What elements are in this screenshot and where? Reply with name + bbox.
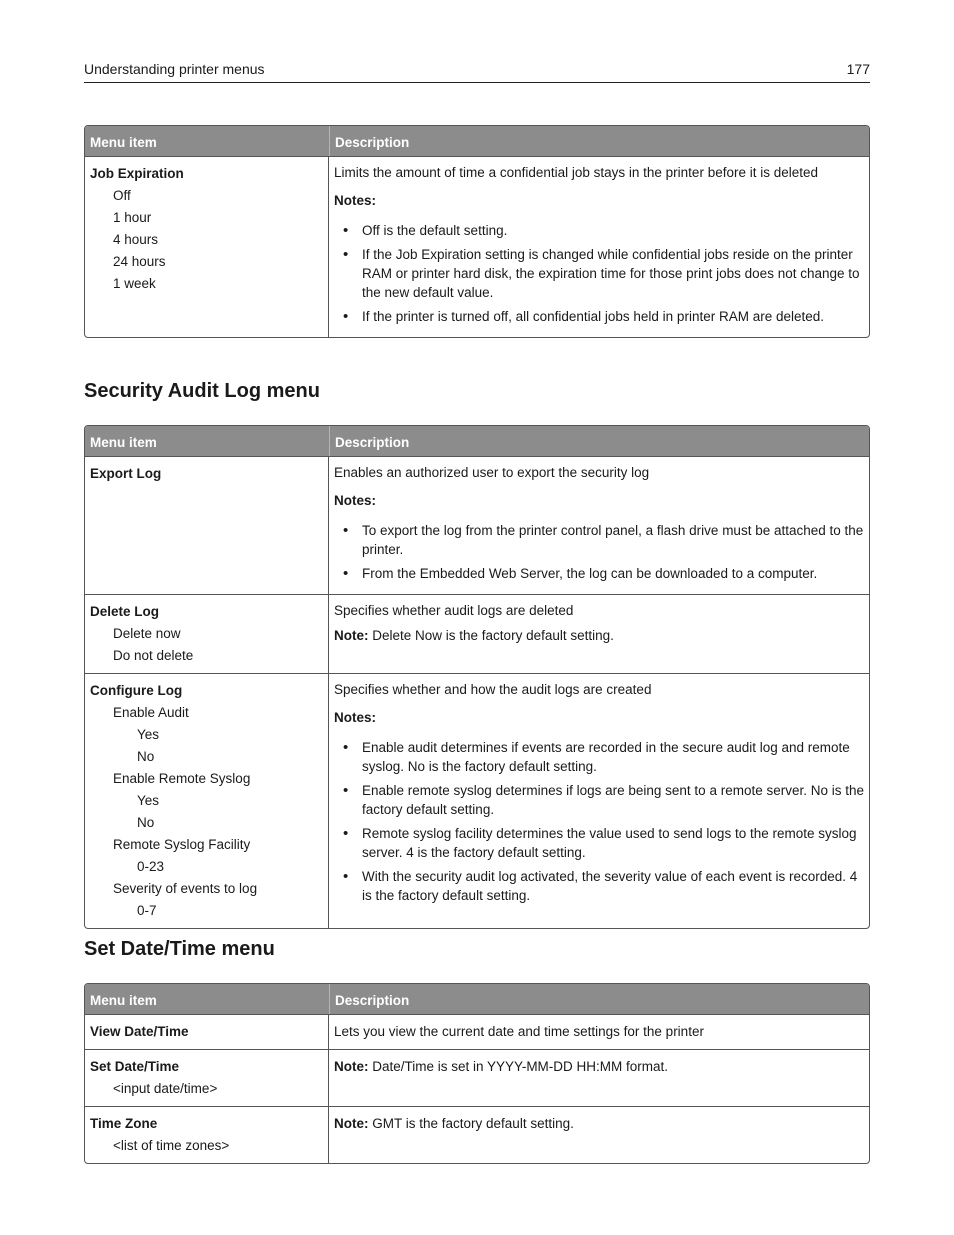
menu-item-cell <box>85 673 329 928</box>
note-text: Delete Now is the factory default setting. <box>368 628 614 643</box>
note-line <box>334 626 864 645</box>
description-cell <box>329 1014 869 1049</box>
description-cell <box>329 594 869 673</box>
set-date-time-table <box>84 983 870 1164</box>
description-cell <box>329 456 869 594</box>
section-heading-security-audit-log: Security Audit Log menu <box>84 380 320 402</box>
table-row <box>85 1049 869 1106</box>
option: Remote Syslog Facility <box>113 837 251 852</box>
col-header-description: Description <box>329 426 869 456</box>
table-header-row <box>85 426 869 456</box>
note-text: Date/Time is set in YYYY-MM-DD HH:MM format. <box>368 1059 669 1074</box>
table-row <box>85 1106 869 1163</box>
menu-item-cell <box>85 1106 329 1163</box>
option: Enable Audit <box>113 705 189 720</box>
option: Severity of events to log <box>113 881 258 896</box>
sub-option: No <box>137 815 155 830</box>
col-header-description: Description <box>329 126 869 156</box>
description-cell <box>329 1106 869 1163</box>
item-title: View Date/Time <box>90 1024 189 1039</box>
description-text: Specifies whether audit logs are deleted <box>334 603 574 618</box>
option: <list of time zones> <box>113 1138 230 1153</box>
sub-option: No <box>137 749 155 764</box>
list-item: • To export the log from the printer control panel, a flash drive must be attached to the printer. <box>334 521 864 559</box>
option: <input date/time> <box>113 1081 218 1096</box>
note-label: Note: <box>334 1116 369 1131</box>
option: 1 week <box>113 276 156 291</box>
option: Delete now <box>113 626 181 641</box>
page-number: 177 <box>846 61 870 77</box>
option: Do not delete <box>113 648 194 663</box>
table-header-row <box>85 126 869 156</box>
security-audit-log-table <box>84 425 870 929</box>
description-text: Limits the amount of time a confidential job stays in the printer before it is deleted <box>334 165 819 180</box>
description-text: Enables an authorized user to export the security log <box>334 465 650 480</box>
description-cell <box>329 156 869 337</box>
option: Enable Remote Syslog <box>113 771 251 786</box>
description-text: Specifies whether and how the audit logs are created <box>334 682 652 697</box>
notes-heading: Notes: <box>334 710 377 725</box>
option: 24 hours <box>113 254 166 269</box>
item-title: Delete Log <box>90 604 160 619</box>
menu-item-cell <box>85 594 329 673</box>
menu-item-cell <box>85 1049 329 1106</box>
table-row <box>85 1014 869 1049</box>
note-label: Note: <box>334 628 369 643</box>
table-row <box>85 456 869 594</box>
note-line <box>334 1056 864 1078</box>
list-item: • Enable remote syslog determines if logs are being sent to a remote server. No is the factory default setting. <box>334 781 864 819</box>
menu-item-cell <box>85 156 329 337</box>
notes-heading: Notes: <box>334 193 377 208</box>
list-item: • If the printer is turned off, all confidential jobs held in printer RAM are deleted. <box>334 307 864 326</box>
list-item: • Off is the default setting. <box>334 221 864 240</box>
list-item: • Remote syslog facility determines the value used to send logs to the remote syslog server. 4 is the factory default setting. <box>334 824 864 862</box>
option: Off <box>113 188 131 203</box>
description-cell <box>329 1049 869 1106</box>
description-cell <box>329 673 869 928</box>
table-header-row <box>85 984 869 1014</box>
note-text: GMT is the factory default setting. <box>368 1116 574 1131</box>
menu-item-cell <box>85 1014 329 1049</box>
notes-list <box>334 738 864 905</box>
option: 4 hours <box>113 232 159 247</box>
menu-item-cell <box>85 456 329 594</box>
sub-option: Yes <box>137 727 160 742</box>
note-label: Note: <box>334 1059 369 1074</box>
list-item: • If the Job Expiration setting is changed while confidential jobs reside on the printer RAM or printer hard disk, the expiration time for those print jobs does not change to the new default value. <box>334 245 864 302</box>
sub-option: Yes <box>137 793 160 808</box>
sub-option: 0-7 <box>137 903 157 918</box>
item-title: Job Expiration <box>90 166 184 181</box>
list-item: • Enable audit determines if events are recorded in the secure audit log and remote syslog. No is the factory default setting. <box>334 738 864 776</box>
notes-list <box>334 221 864 326</box>
running-title: Understanding printer menus <box>84 61 265 77</box>
item-title: Export Log <box>90 466 162 481</box>
list-item: • With the security audit log activated, the severity value of each event is recorded. 4 is the factory default setting. <box>334 867 864 905</box>
option: 1 hour <box>113 210 152 225</box>
item-title: Set Date/Time <box>90 1059 180 1074</box>
table-row <box>85 673 869 928</box>
item-title: Configure Log <box>90 683 183 698</box>
page-header <box>84 60 870 83</box>
col-header-menu-item: Menu item <box>85 984 329 1014</box>
description-text: Lets you view the current date and time settings for the printer <box>334 1024 704 1039</box>
item-title: Time Zone <box>90 1116 158 1131</box>
sub-option: 0-23 <box>137 859 165 874</box>
notes-heading: Notes: <box>334 493 377 508</box>
col-header-menu-item: Menu item <box>85 426 329 456</box>
table-row <box>85 156 869 337</box>
section-heading-set-date-time: Set Date/Time menu <box>84 938 275 960</box>
col-header-description: Description <box>329 984 869 1014</box>
list-item: • From the Embedded Web Server, the log can be downloaded to a computer. <box>334 564 864 583</box>
job-expiration-table <box>84 125 870 338</box>
notes-list <box>334 521 864 583</box>
note-line <box>334 1113 864 1135</box>
table-row <box>85 594 869 673</box>
col-header-menu-item: Menu item <box>85 126 329 156</box>
